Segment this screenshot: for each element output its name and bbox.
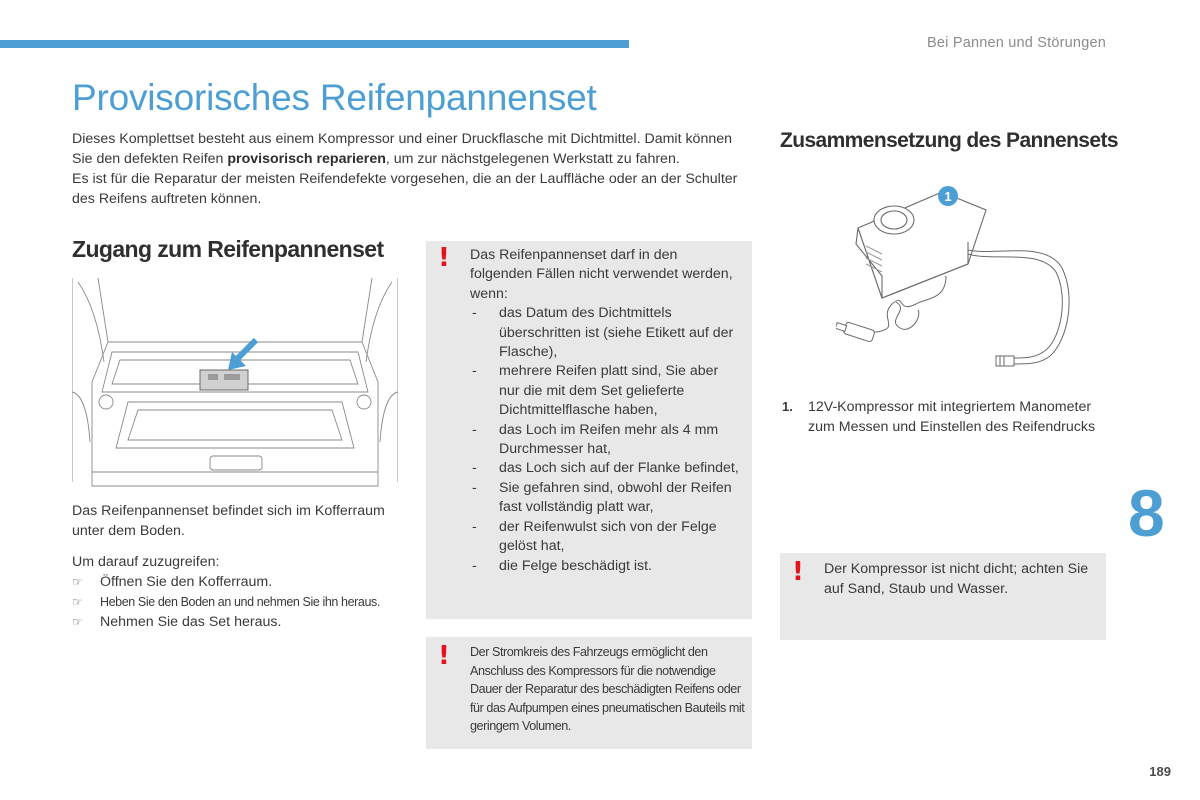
caption-text: 12V-Kompressor mit integriertem Manometer zum Messen und Einstellen des Reifendrucks	[808, 399, 1096, 435]
warning-intro: Das Reifenpannenset darf in den folgenden Fällen nicht verwendet werden, wenn:	[470, 247, 733, 302]
warning-condition	[470, 518, 740, 557]
warning-condition	[470, 459, 740, 478]
intro-text-part: Dieses Komplettset besteht aus einem Kompressor und einer Druckflasche mit Dichtmittel. Damit können Sie den defekten Reifen	[72, 131, 733, 167]
repair-kit-box	[200, 370, 248, 390]
air-hose	[968, 250, 1069, 364]
trunk-hook	[357, 395, 371, 409]
trunk-hook	[99, 395, 113, 409]
trunk-latch	[210, 456, 262, 470]
spare-compartment-inner	[128, 410, 342, 440]
trunk-sill	[92, 472, 378, 486]
condition-text: die Felge beschädigt ist.	[499, 557, 653, 574]
warning-condition	[470, 421, 740, 460]
exclamation-icon: !	[792, 557, 804, 587]
step-text: Nehmen Sie das Set heraus.	[100, 614, 282, 630]
warning-text: Der Kompressor ist nicht dicht; achten Sie auf Sand, Staub und Wasser.	[824, 561, 1089, 597]
intro-paragraph-1	[72, 129, 752, 169]
hand-pointer-icon: ☞	[72, 615, 83, 629]
trunk-side-curve	[72, 392, 90, 442]
dash-marker: -	[472, 479, 477, 496]
access-step	[72, 612, 392, 632]
steps-intro: Um darauf zuzugreifen:	[72, 554, 220, 570]
compressor-illustration	[836, 180, 1086, 380]
exclamation-icon: !	[438, 243, 450, 273]
header-accent-bar	[0, 40, 629, 48]
dash-marker: -	[472, 557, 477, 574]
trunk-illustration	[72, 272, 398, 494]
caption-number: 1.	[782, 399, 793, 414]
warning-box-compressor	[780, 553, 1106, 640]
marker-label: 1	[944, 189, 952, 204]
dash-marker: -	[472, 518, 477, 535]
step-text: Heben Sie den Boden an und nehmen Sie ihn heraus.	[100, 595, 380, 609]
warning-conditions	[470, 304, 740, 576]
warning-text: Der Stromkreis des Fahrzeugs ermöglicht den Anschluss des Kompressors für die notwendige Dauer der Reparatur des beschädigten Reifens oder für das Aufpumpen eines pneumatischen Bauteils mit geringem Volumen.	[470, 645, 745, 734]
spare-compartment	[116, 402, 354, 448]
page-title: Provisorisches Reifenpannenset	[72, 77, 597, 118]
exclamation-icon: !	[438, 641, 450, 671]
cigarette-plug	[836, 322, 875, 343]
warning-box-restrictions	[426, 241, 752, 619]
section-name: Bei Pannen und Störungen	[927, 35, 1106, 51]
page-number: 189	[1149, 764, 1171, 779]
intro-text-part: , um zur nächstgelegenen Werkstatt zu fahren.	[385, 151, 680, 167]
condition-text: der Reifenwulst sich von der Felge gelöst hat,	[499, 518, 717, 555]
warning-text	[470, 246, 740, 576]
warning-condition	[470, 479, 740, 518]
condition-text: das Datum des Dichtmittels überschritten ist (siehe Etikett auf der Flasche),	[499, 305, 734, 361]
kit-location-text: Das Reifenpannenset befindet sich im Kofferraum unter dem Boden.	[72, 503, 385, 539]
valve-connector	[996, 356, 1014, 366]
warning-box-circuit	[426, 637, 752, 749]
condition-text: das Loch im Reifen mehr als 4 mm Durchmesser hat,	[499, 421, 719, 458]
condition-text: Sie gefahren sind, obwohl der Reifen fast vollständig platt war,	[499, 479, 732, 516]
trunk-side-curve	[380, 392, 398, 442]
compressor-caption	[782, 397, 1102, 437]
condition-text: mehrere Reifen platt sind, Sie aber nur die mit dem Set gelieferte Dichtmittelflasche haben,	[499, 363, 719, 419]
warning-condition	[470, 557, 740, 576]
dash-marker: -	[472, 421, 477, 438]
intro-paragraph-2: Es ist für die Reparatur der meisten Reifendefekte vorgesehen, die an der Lauffläche oder an der Schulter des Reifens auftreten können.	[72, 171, 738, 207]
trunk-opening-line	[98, 278, 372, 342]
step-text: Öffnen Sie den Kofferraum.	[100, 574, 273, 590]
warning-condition	[470, 362, 740, 420]
composition-heading: Zusammensetzung des Pannensets	[780, 129, 1118, 152]
intro-text	[72, 129, 752, 209]
chapter-number: 8	[1128, 476, 1165, 550]
condition-text: das Loch sich auf der Flanke befindet,	[499, 460, 739, 477]
access-step	[72, 592, 392, 612]
warning-condition	[470, 304, 740, 362]
dash-marker: -	[472, 363, 477, 380]
dash-marker: -	[472, 460, 477, 477]
hand-pointer-icon: ☞	[72, 575, 83, 589]
access-step	[72, 572, 392, 592]
access-steps	[72, 572, 392, 632]
intro-emphasis: provisorisch reparieren	[227, 151, 386, 167]
arrow-icon	[228, 340, 256, 370]
marker-1	[938, 186, 958, 206]
access-heading: Zugang zum Reifenpannenset	[72, 236, 384, 262]
hand-pointer-icon: ☞	[72, 595, 83, 609]
access-text	[72, 501, 392, 632]
dash-marker: -	[472, 305, 477, 322]
